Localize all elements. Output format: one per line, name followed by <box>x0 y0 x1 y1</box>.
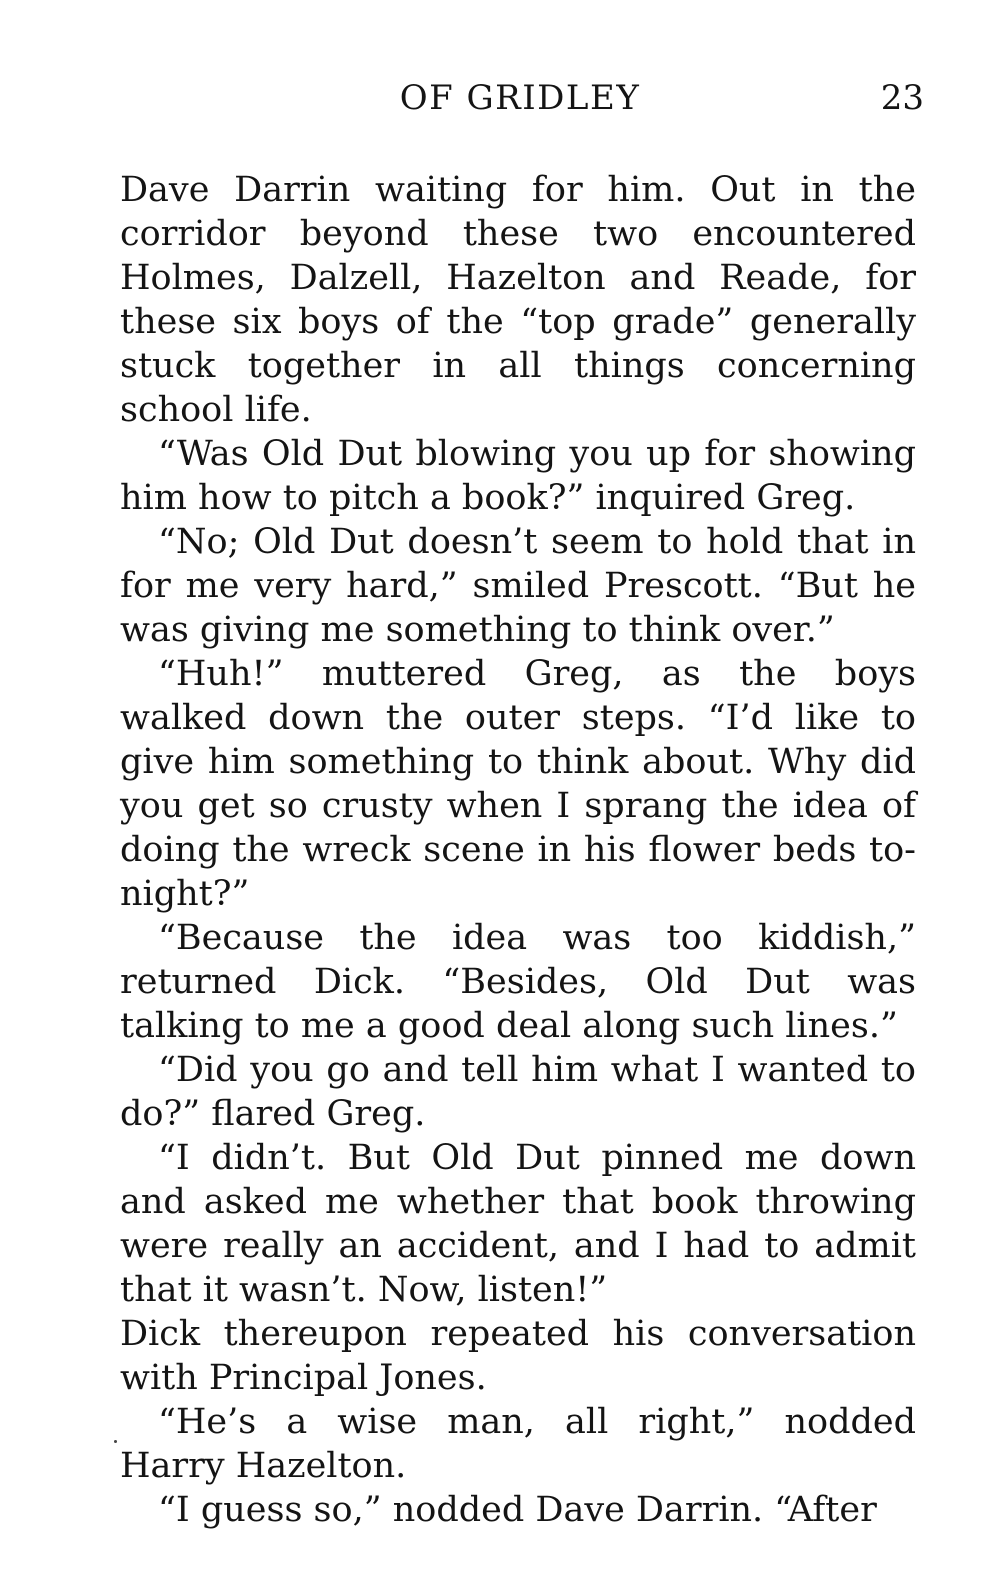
body-text <box>120 168 916 1532</box>
paragraph-6: “Did you go and tell him what I wanted to do?” flared Greg. <box>120 1050 916 1134</box>
running-head <box>120 78 924 124</box>
paragraph-1: Dave Darrin waiting for him. Out in the corridor beyond these two encountered Holmes, Dalzell, Hazelton and Reade, for these six boys of the “top grade” generally stuck together in all things concerning school life. <box>120 170 916 430</box>
running-title: OF GRIDLEY <box>399 78 641 118</box>
print-speck <box>114 1440 117 1443</box>
paragraph-4: “Huh!” muttered Greg, as the boys walked down the outer steps. “I’d like to give him something to think about. Why did you get so crusty when I sprang the idea of doing the wreck scene in his flower beds to-night?” <box>120 654 916 914</box>
paragraph-5: “Because the idea was too kiddish,” returned Dick. “Besides, Old Dut was talking to me a good deal along such lines.” <box>120 918 916 1046</box>
page-number: 23 <box>880 78 924 118</box>
paragraph-2: “Was Old Dut blowing you up for showing him how to pitch a book?” inquired Greg. <box>120 434 916 518</box>
paragraph-10: “I guess so,” nodded Dave Darrin. “After <box>158 1490 877 1530</box>
paragraph-7: “I didn’t. But Old Dut pinned me down and asked me whether that book throwing were really an accident, and I had to admit that it wasn’t. Now, listen!” <box>120 1138 916 1310</box>
paragraph-8: Dick thereupon repeated his conversation with Principal Jones. <box>120 1314 916 1398</box>
paragraph-3: “No; Old Dut doesn’t seem to hold that in for me very hard,” smiled Prescott. “But he was giving me something to think over.” <box>120 522 916 650</box>
paragraph-9: “He’s a wise man, all right,” nodded Harry Hazelton. <box>120 1402 916 1486</box>
